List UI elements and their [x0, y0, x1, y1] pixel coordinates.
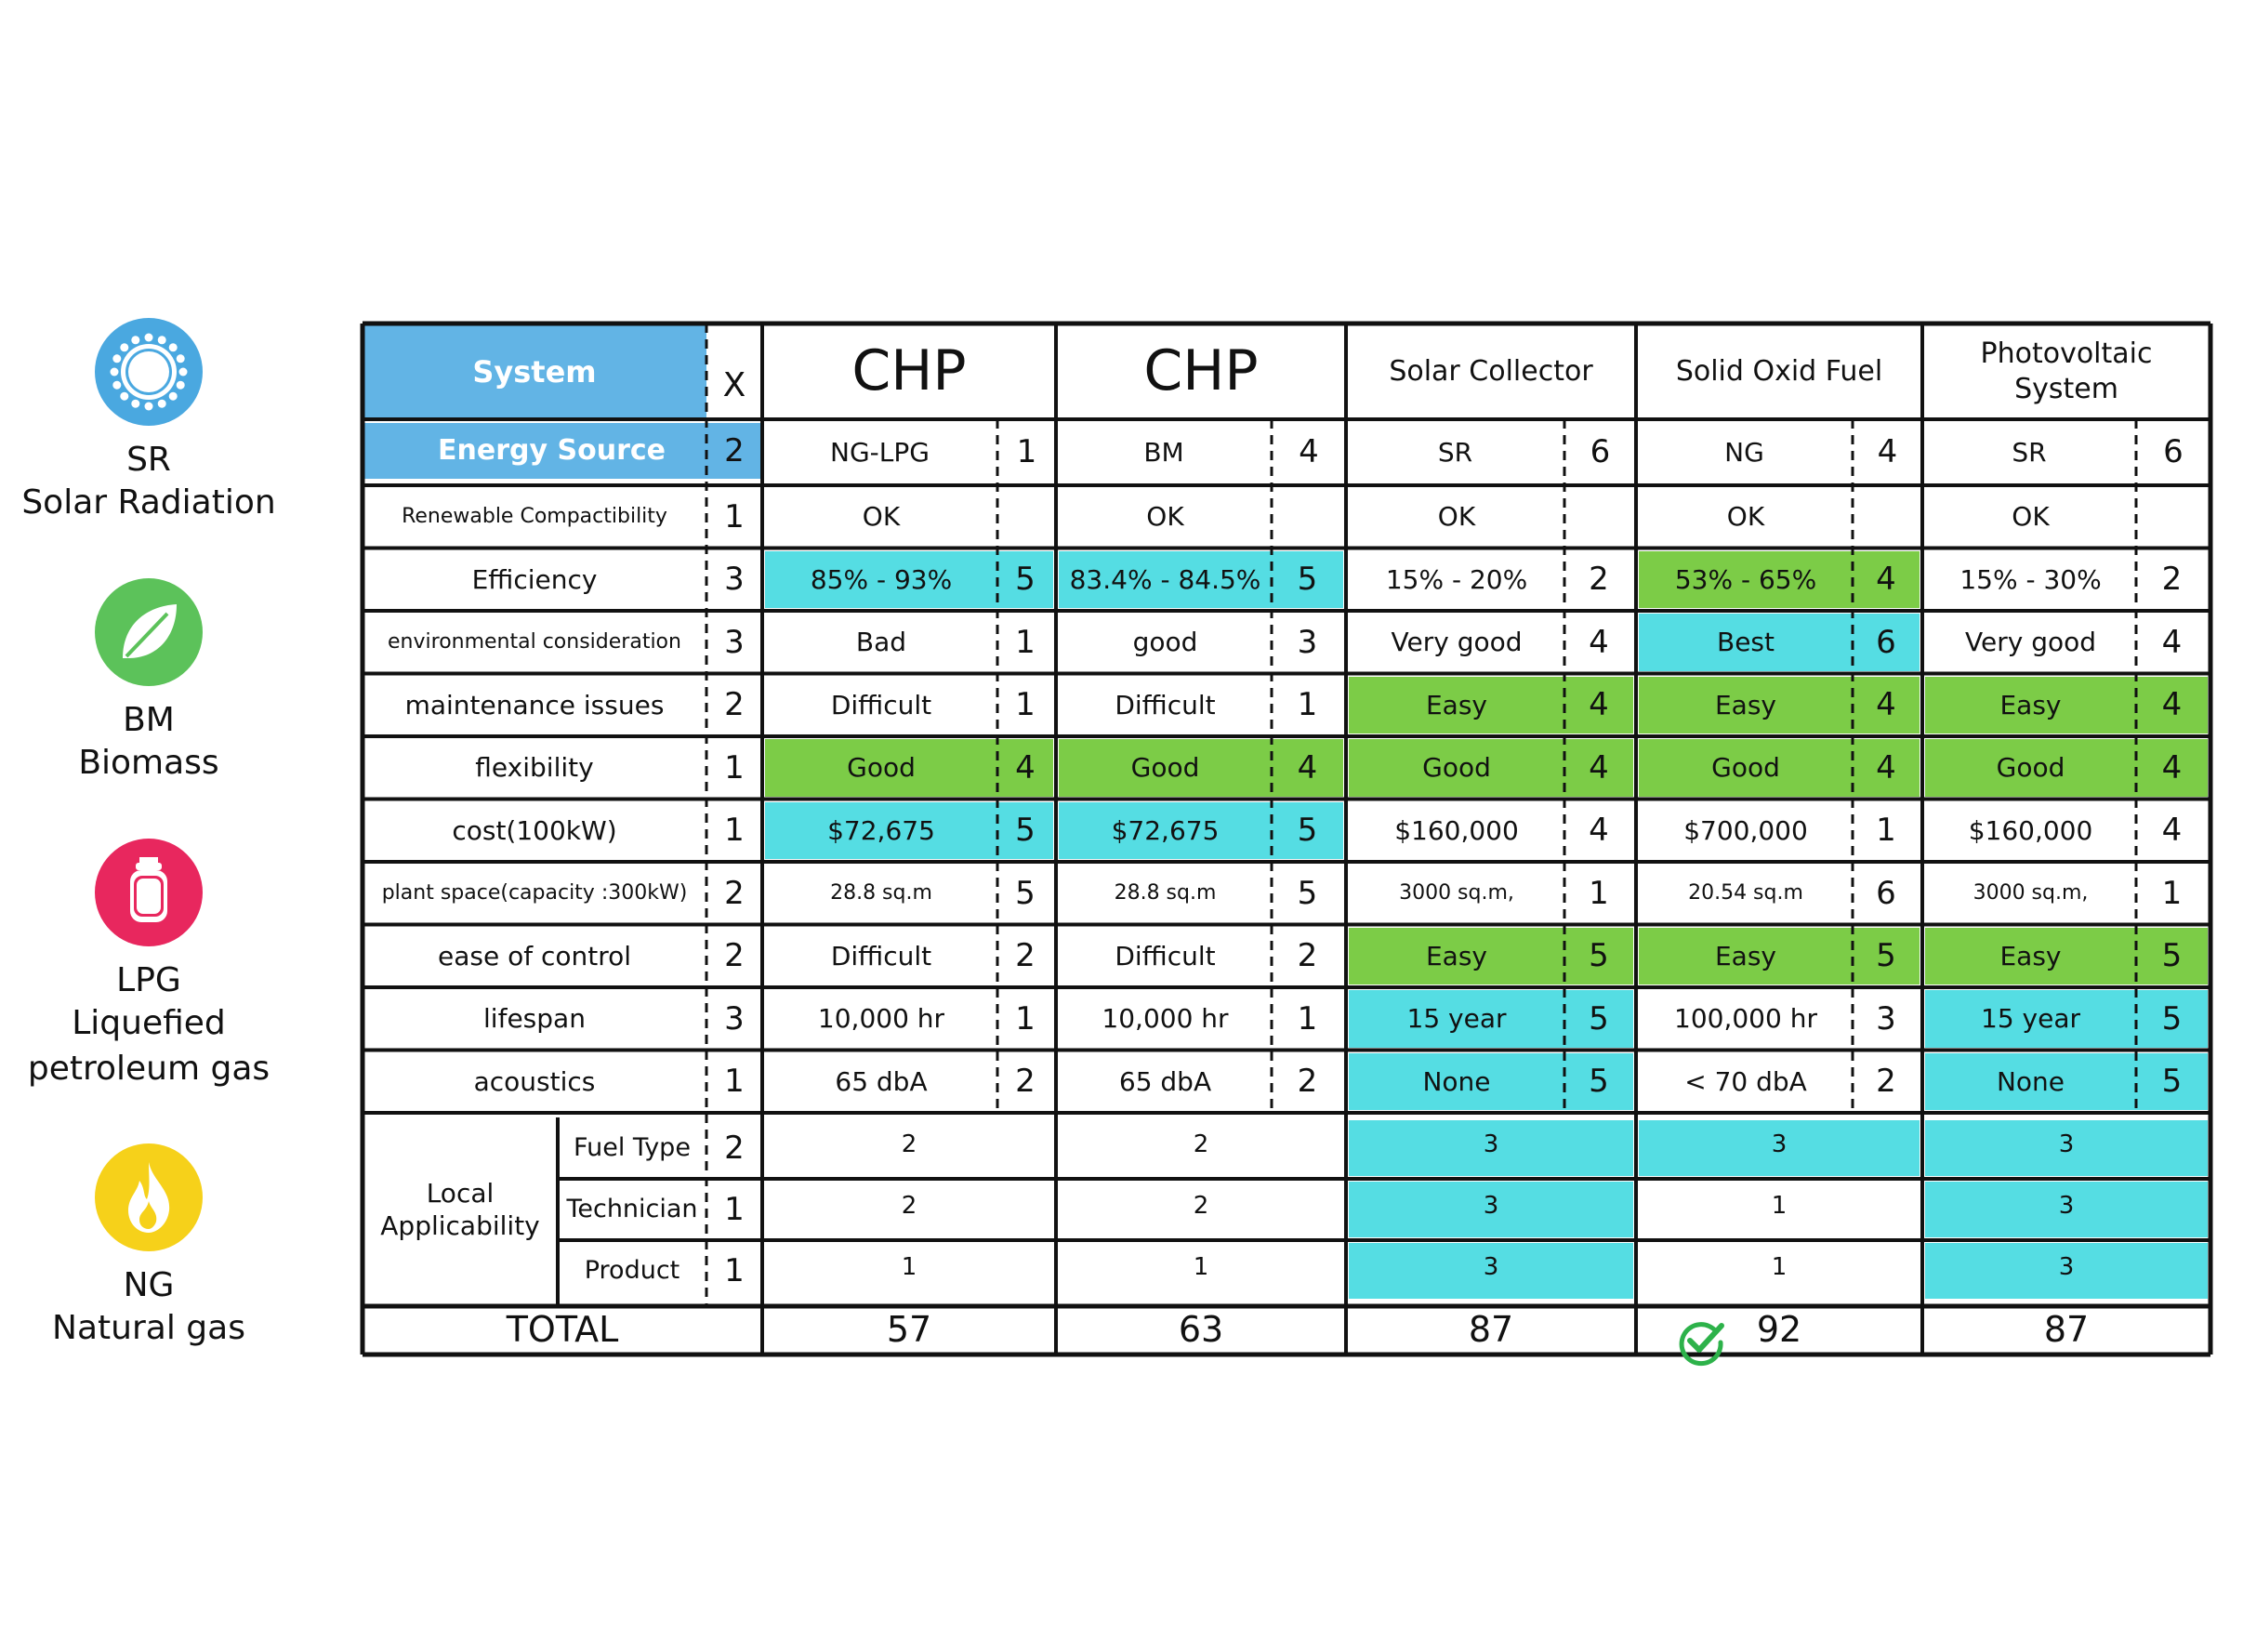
criterion-score: 4 [1853, 551, 1920, 609]
criterion-score [1272, 488, 1343, 546]
criterion-score: 2 [1589, 561, 1609, 598]
criterion-value: 85% - 93% [765, 551, 997, 609]
criterion-score: 6 [1853, 614, 1920, 671]
local-subrow-value: 3 [1349, 1243, 1633, 1299]
legend-item-lpg [0, 839, 297, 1091]
criterion-score: 5 [2136, 990, 2208, 1048]
criterion-value: 15% - 30% [1959, 563, 2102, 595]
legend-code: SR [126, 441, 171, 479]
criterion-weight: 2 [724, 937, 745, 974]
criterion-score: 3 [1876, 999, 1896, 1037]
criterion-label: environmental consideration [388, 630, 681, 654]
criterion-score: 2 [2161, 561, 2183, 598]
criterion-value: 15 year [1349, 990, 1564, 1048]
legend-code: LPG [116, 961, 181, 999]
criterion-value: Good [1925, 739, 2136, 797]
criterion-score: 5 [997, 802, 1053, 860]
criterion-score: 2 [1297, 1063, 1318, 1100]
local-subrow-value: 2 [901, 1192, 917, 1220]
criterion-score: 2 [1015, 1063, 1036, 1100]
energy-source-value: NG-LPG [830, 437, 930, 468]
energy-source-score: 6 [1590, 433, 1611, 471]
energy-source-score: 4 [1877, 433, 1898, 471]
total-value: 92 [1756, 1309, 1802, 1351]
local-subrow-weight: 1 [724, 1251, 745, 1289]
criterion-score: 5 [1272, 551, 1343, 609]
legend-name: Liquefied petroleum gas [27, 1004, 270, 1088]
energy-source-weight: 2 [706, 423, 762, 479]
criterion-score: 2 [1876, 1063, 1896, 1100]
check-circle-icon [1675, 1315, 1727, 1367]
criterion-value: OK [1726, 501, 1765, 533]
criterion-weight: 1 [724, 748, 745, 786]
system-name: Solid Oxid Fuel [1675, 354, 1883, 388]
criterion-score: 5 [1853, 928, 1920, 985]
criterion-score: 5 [997, 551, 1053, 609]
criterion-value: 65 dbA [1118, 1065, 1212, 1097]
criterion-value: Good [1059, 739, 1272, 797]
local-subrow-value: 3 [1925, 1182, 2208, 1237]
criterion-score: 5 [1015, 874, 1036, 912]
criterion-value: Difficult [1115, 689, 1216, 720]
criterion-value: 28.8 sq.m [1114, 881, 1217, 905]
criterion-weight: 2 [724, 874, 745, 912]
criterion-weight: 1 [724, 497, 745, 535]
total-value: 63 [1178, 1309, 1224, 1351]
criterion-weight: 3 [724, 623, 745, 661]
criterion-value: 3000 sq.m, [1973, 881, 2089, 905]
criterion-value: Best [1639, 614, 1853, 671]
criterion-score: 1 [1015, 623, 1036, 661]
energy-source-score: 6 [2163, 433, 2184, 471]
local-subrow-weight: 1 [724, 1190, 745, 1228]
criterion-label: Efficiency [471, 563, 598, 595]
legend-name: Natural gas [52, 1309, 245, 1347]
criterion-score: 4 [2136, 677, 2208, 734]
criterion-label: plant space(capacity :300kW) [381, 881, 688, 905]
criterion-value: good [1132, 627, 1198, 658]
local-applicability-label: Local Applicability [380, 1178, 540, 1241]
energy-source-score: 1 [1016, 433, 1037, 471]
criterion-label: cost(100kW) [452, 814, 617, 846]
criterion-value: 83.4% - 84.5% [1059, 551, 1272, 609]
criterion-value: $72,675 [765, 802, 997, 860]
criterion-score: 5 [1297, 874, 1318, 912]
criterion-weight: 2 [724, 686, 745, 723]
criterion-score: 5 [1564, 990, 1633, 1048]
criterion-score [2136, 488, 2208, 546]
criterion-score: 5 [1272, 802, 1343, 860]
system-name: Photovoltaic System [1980, 337, 2153, 405]
criterion-score: 1 [1297, 999, 1318, 1037]
criterion-score: 4 [997, 739, 1053, 797]
local-subrow-value: 1 [1771, 1253, 1788, 1281]
local-subrow-weight: 2 [724, 1129, 745, 1167]
criterion-value: Very good [1965, 627, 2096, 658]
criterion-weight: 3 [724, 999, 745, 1037]
total-label: TOTAL [506, 1309, 619, 1351]
local-subrow-label: Fuel Type [574, 1133, 691, 1163]
local-subrow-label: Technician [566, 1195, 698, 1224]
criterion-score: 4 [2136, 739, 2208, 797]
criterion-value: $72,675 [1059, 802, 1272, 860]
criterion-value: Bad [855, 627, 907, 658]
criterion-label: acoustics [473, 1065, 596, 1097]
criterion-weight: 3 [724, 561, 745, 598]
criterion-score [1564, 488, 1633, 546]
criterion-label: Renewable Compactibility [402, 505, 667, 528]
legend-code: NG [123, 1266, 175, 1304]
criterion-value: 20.54 sq.m [1688, 881, 1803, 905]
criterion-value: OK [2012, 501, 2050, 533]
criterion-value: 15 year [1925, 990, 2136, 1048]
criterion-value: Difficult [830, 940, 932, 971]
criterion-value: 53% - 65% [1639, 551, 1853, 609]
criterion-value: 65 dbA [835, 1065, 928, 1097]
criterion-score: 5 [2136, 928, 2208, 985]
criterion-score: 1 [1589, 874, 1609, 912]
criterion-score: 4 [1853, 677, 1920, 734]
system-name: Solar Collector [1389, 354, 1593, 388]
criterion-value: OK [1437, 501, 1476, 533]
criterion-score: 4 [1853, 739, 1920, 797]
criterion-label: flexibility [475, 752, 594, 784]
local-subrow-value: 3 [1349, 1182, 1633, 1237]
local-subrow-value: 1 [1193, 1253, 1209, 1281]
criterion-value: < 70 dbA [1684, 1065, 1807, 1097]
criterion-label: ease of control [437, 940, 632, 971]
criterion-score: 4 [1564, 739, 1633, 797]
criterion-score: 2 [1015, 937, 1036, 974]
local-subrow-value: 1 [901, 1253, 917, 1281]
system-name: CHP [851, 338, 967, 403]
criterion-value: None [1349, 1053, 1564, 1111]
flame-icon [95, 1143, 203, 1251]
criterion-value: 3000 sq.m, [1399, 881, 1514, 905]
criterion-score: 1 [1297, 686, 1318, 723]
criterion-score: 5 [2136, 1053, 2208, 1111]
total-value: 87 [2043, 1309, 2090, 1351]
energy-source-value: NG [1724, 437, 1764, 468]
criterion-value: Easy [1349, 677, 1564, 734]
criterion-value: Very good [1391, 627, 1523, 658]
legend-name: Solar Radiation [21, 483, 276, 522]
system-header: System [363, 324, 706, 419]
criterion-score: 5 [1564, 928, 1633, 985]
criterion-value: Good [1639, 739, 1853, 797]
energy-source-value: SR [2012, 437, 2047, 468]
criterion-value: Easy [1639, 928, 1853, 985]
criterion-value: Easy [1925, 677, 2136, 734]
criterion-score: 4 [2161, 812, 2183, 849]
criterion-score [1853, 488, 1920, 546]
criterion-score [997, 488, 1053, 546]
criterion-weight: 1 [724, 812, 745, 849]
criterion-value: Good [765, 739, 997, 797]
criterion-weight: 1 [724, 1063, 745, 1100]
criterion-value: 28.8 sq.m [830, 881, 932, 905]
criterion-score: 1 [1015, 686, 1036, 723]
criterion-value: $700,000 [1683, 814, 1808, 846]
local-subrow-value: 3 [1639, 1120, 1920, 1176]
legend-item-bm [0, 578, 297, 786]
local-subrow-value: 2 [1193, 1130, 1209, 1158]
energy-source-value: BM [1143, 437, 1184, 468]
total-value: 87 [1468, 1309, 1514, 1351]
criterion-score: 4 [1564, 677, 1633, 734]
legend-name: Biomass [78, 744, 219, 782]
criterion-score: 1 [1015, 999, 1036, 1037]
total-value: 57 [886, 1309, 932, 1351]
criterion-score: 4 [1589, 623, 1609, 661]
criterion-value: Easy [1349, 928, 1564, 985]
criterion-value: 15% - 20% [1385, 563, 1528, 595]
criterion-score: 6 [1876, 874, 1896, 912]
criterion-label: lifespan [483, 1003, 586, 1035]
criterion-score: 5 [1564, 1053, 1633, 1111]
weight-header: X [722, 366, 746, 404]
local-subrow-value: 1 [1771, 1192, 1788, 1220]
criterion-score: 4 [1589, 812, 1609, 849]
criterion-value: 10,000 hr [1102, 1003, 1229, 1035]
legend-item-ng [0, 1143, 297, 1352]
local-subrow-value: 3 [1925, 1243, 2208, 1299]
criterion-score: 2 [1297, 937, 1318, 974]
criterion-value: Good [1349, 739, 1564, 797]
criterion-score: 1 [1876, 812, 1896, 849]
criterion-value: $160,000 [1968, 814, 2093, 846]
criterion-value: Difficult [1115, 940, 1216, 971]
local-subrow-value: 3 [1925, 1120, 2208, 1176]
criterion-score: 1 [2161, 874, 2183, 912]
criterion-value: Easy [1639, 677, 1853, 734]
local-subrow-value: 2 [1193, 1192, 1209, 1220]
criterion-value: $160,000 [1394, 814, 1519, 846]
criterion-value: 100,000 hr [1674, 1003, 1817, 1035]
criterion-value: None [1925, 1053, 2136, 1111]
local-subrow-label: Product [584, 1256, 680, 1286]
criterion-score: 4 [2161, 623, 2183, 661]
gas-cylinder-icon [95, 839, 203, 946]
criterion-label: maintenance issues [404, 689, 665, 720]
energy-source-value: SR [1437, 437, 1473, 468]
criterion-score: 3 [1297, 623, 1318, 661]
local-subrow-value: 2 [901, 1130, 917, 1158]
criterion-value: OK [1146, 501, 1184, 533]
criterion-value: Difficult [830, 689, 932, 720]
energy-source-label: Energy Source [363, 423, 706, 479]
energy-source-score: 4 [1299, 433, 1319, 471]
criterion-value: 10,000 hr [817, 1003, 945, 1035]
criterion-value: OK [862, 501, 901, 533]
legend-item-sr [0, 318, 297, 526]
legend-code: BM [123, 701, 175, 739]
sun-icon [95, 318, 203, 426]
system-name: CHP [1143, 338, 1259, 403]
criterion-value: Easy [1925, 928, 2136, 985]
leaf-icon [95, 578, 203, 686]
criterion-score: 4 [1272, 739, 1343, 797]
local-subrow-value: 3 [1349, 1120, 1633, 1176]
